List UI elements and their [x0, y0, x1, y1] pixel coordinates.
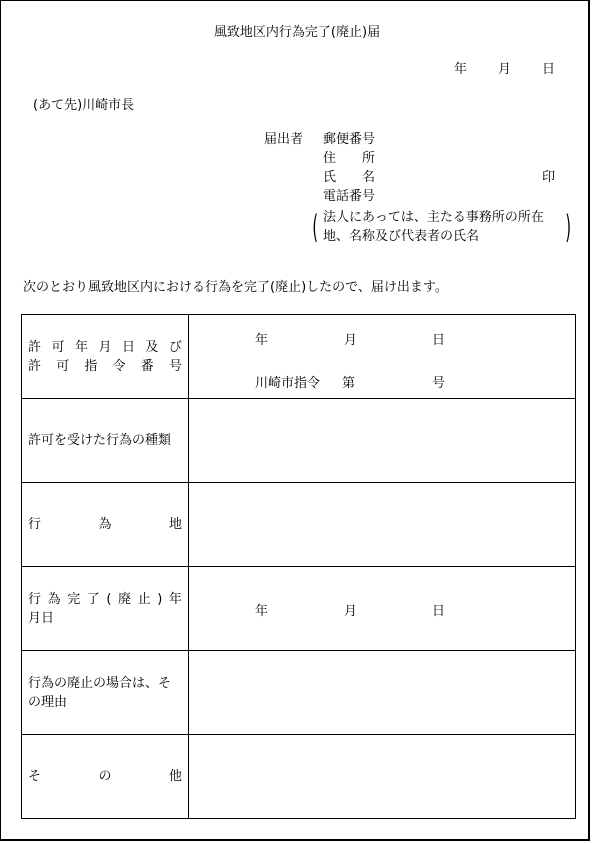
permit-date-number-field[interactable]	[189, 315, 576, 399]
action-site-label: 行 為 地	[22, 483, 189, 567]
permitted-action-type-label: 許可を受けた行為の種類	[22, 399, 189, 483]
date-year-label: 年	[454, 62, 468, 77]
document-title: 風致地区内行為完了(廃止)届	[213, 25, 381, 40]
order-prefix: 川崎市指令	[255, 376, 321, 391]
permit-day-label: 日	[432, 333, 446, 348]
corporation-note-line1: 法人にあっては、主たる事務所の所在	[323, 210, 544, 225]
table-row	[22, 315, 576, 399]
date-day-label: 日	[542, 62, 556, 77]
table-row	[22, 399, 576, 483]
date-month-label: 月	[498, 62, 512, 77]
label-line: 許 可 指 令 番 号	[28, 358, 182, 374]
seal-mark: 印	[542, 170, 556, 185]
corporation-note	[312, 208, 577, 248]
right-bracket-icon: )	[565, 208, 572, 246]
permit-date-number-label	[22, 315, 189, 399]
name-label: 氏 名	[323, 170, 376, 185]
report-table	[21, 314, 576, 819]
table-row	[22, 567, 576, 651]
permitted-action-type-field[interactable]	[189, 399, 576, 483]
order-go: 号	[432, 376, 446, 391]
action-site-field[interactable]	[189, 483, 576, 567]
label-line: 月日	[28, 610, 55, 626]
completion-date-label	[22, 567, 189, 651]
permit-month-label: 月	[344, 333, 358, 348]
address-label: 住 所	[323, 151, 376, 166]
completion-day-label: 日	[432, 604, 446, 619]
label-line: 許 可 年 月 日 及 び	[28, 339, 182, 355]
table-row	[22, 483, 576, 567]
other-field[interactable]	[189, 735, 576, 819]
other-label: そ の 他	[22, 735, 189, 819]
addressee: (あて先)川崎市長	[33, 98, 135, 113]
table-row	[22, 735, 576, 819]
corporation-note-line2: 地、名称及び代表者の氏名	[323, 229, 480, 244]
left-bracket-icon: (	[312, 208, 319, 246]
permit-year-label: 年	[255, 333, 269, 348]
postal-code-label: 郵便番号	[323, 132, 376, 147]
phone-label: 電話番号	[323, 189, 376, 204]
abolition-reason-field[interactable]	[189, 651, 576, 735]
applicant-label: 届出者	[264, 132, 304, 147]
intro-statement: 次のとおり風致地区内における行為を完了(廃止)したので、届け出ます。	[23, 280, 448, 295]
label-line: 行 為 完 了 ( 廃 止 ) 年	[28, 591, 182, 607]
completion-month-label: 月	[344, 604, 358, 619]
completion-year-label: 年	[255, 604, 269, 619]
abolition-reason-label: 行為の廃止の場合は、その理由	[22, 651, 189, 735]
completion-date-field[interactable]	[189, 567, 576, 651]
order-dai: 第	[342, 376, 356, 391]
table-row	[22, 651, 576, 735]
